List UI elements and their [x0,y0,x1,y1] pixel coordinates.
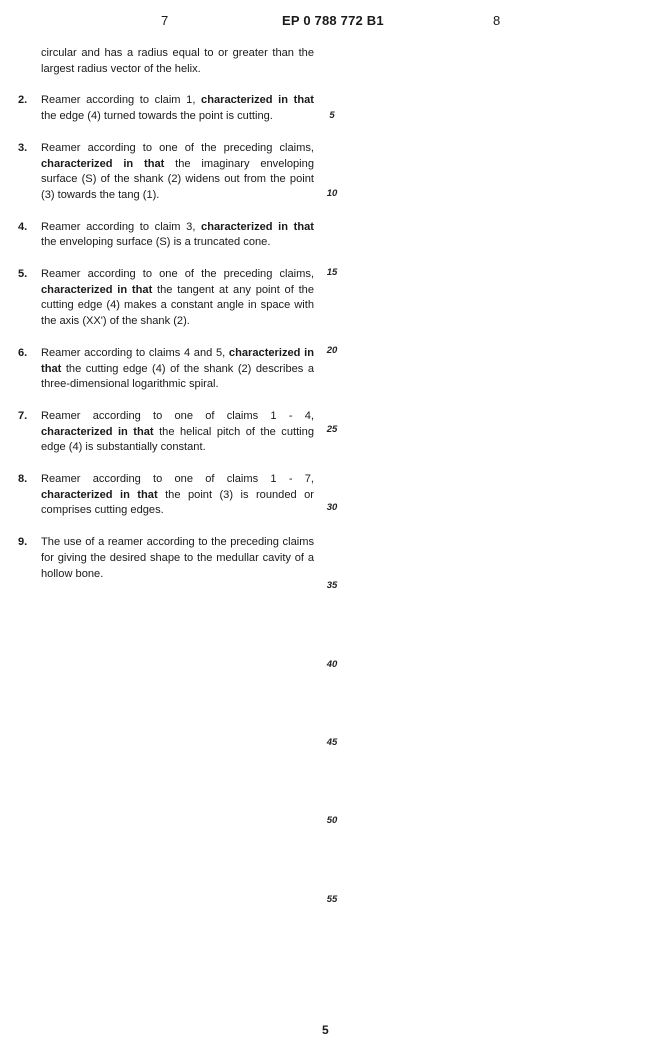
line-number-50: 50 [326,815,338,826]
claim-text: Reamer according to claim 3, characterized in that the enveloping surface (S) is a truncated cone. [41,220,314,249]
claim-7 [18,409,314,456]
claim-text: The use of a reamer according to the preceding claims for giving the desired shape to the medullar cavity of a hollow bone. [41,536,314,580]
left-page-number: 7 [161,13,169,28]
claim-9 [18,535,314,582]
claim-text: Reamer according to one of the preceding claims, characterized in that the tangent at any point of the cutting edge (4) makes a constant angle in space with the axis (XX') of the shank (2). [41,268,314,328]
claim-5 [18,267,314,330]
claim-text: Reamer according to one of claims 1 - 4, characterized in that the helical pitch of the cutting edge (4) is substantially constant. [41,409,314,454]
claim-2 [18,93,314,124]
line-number-40: 40 [326,659,338,670]
claim-3 [18,141,314,204]
claim-number: 5. [18,268,28,281]
claim-number: 2. [18,94,28,107]
claim-number: 3. [18,141,28,154]
claim-text: Reamer according to claim 1, characterized in that the edge (4) turned towards the point is cutting. [41,94,314,123]
line-number-15: 15 [326,267,338,278]
line-number-30: 30 [326,502,338,513]
line-number-25: 25 [326,424,338,435]
claim-number: 4. [18,220,28,233]
line-number-10: 10 [326,188,338,199]
claim-number: 9. [18,536,28,549]
claim-8 [18,472,314,519]
claim-text: Reamer according to claims 4 and 5, characterized in that the cutting edge (4) of the shank (2) describes a three-dimensional logarithmic spiral. [41,346,314,391]
claim-6 [18,346,314,393]
line-number-45: 45 [326,737,338,748]
claim-number: 6. [18,346,28,359]
line-number-55: 55 [326,894,338,905]
line-number-5: 5 [329,110,335,121]
claim-text: Reamer according to one of claims 1 - 7, characterized in that the point (3) is rounded or comprises cutting edges. [41,473,314,517]
footer-page-number: 5 [322,1023,329,1037]
publication-number: EP 0 788 772 B1 [282,13,384,28]
claim-4 [18,220,314,251]
claim-number: 7. [18,409,28,422]
claims-column [18,46,314,582]
claim-number: 8. [18,473,28,486]
line-number-35: 35 [326,580,338,591]
line-number-20: 20 [326,345,338,356]
claim-continuation: circular and has a radius equal to or greater than the largest radius vector of the helix. [41,47,314,75]
claim-text: Reamer according to one of the preceding claims, characterized in that the imaginary enveloping surface (S) of the shank (2) widens out from the point (3) towards the tang (1). [41,141,314,201]
right-page-number: 8 [493,13,501,28]
